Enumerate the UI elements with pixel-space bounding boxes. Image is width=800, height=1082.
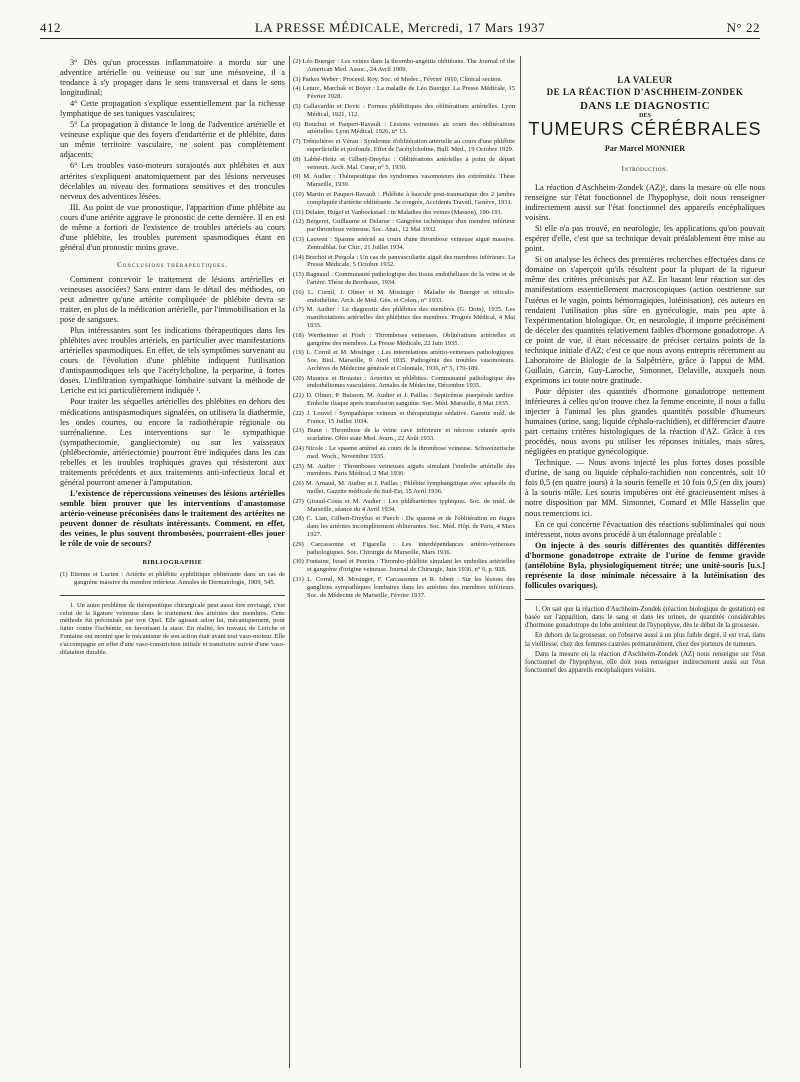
column-left bbox=[60, 58, 285, 1068]
body-paragraph: Si elle n'a pas trouvé, en neurologie, les applications qu'on pouvait espérer d'elle, c'est que sa technique devait préalablement être mise au point. bbox=[525, 224, 765, 254]
reference-item: (2) Léo Buerger : Les veines dans la thrombo-angéitis oblitérans. The Journal of the American Med. Assoc., 24 Avril 1909. bbox=[293, 58, 515, 73]
section-title: Conclusions thérapeutiques. bbox=[117, 260, 228, 269]
reference-item: (12) Bergeret, Guillaume et Delarue : Gangrène ischémique d'un membre inférieur par thrombose veineuse. Soc. Anat., 12 Mai 1932. bbox=[293, 218, 515, 234]
body-paragraph: On injecte à des souris différentes des quantités différentes d'hormone gonadotrope extraite de l'urine de femme gravide (antélobine Byla, physiologiquement titrée; une unité-souris [u.s.] représente la dose minimale nécessaire à la lutéinisation des follicules ovariques). bbox=[525, 540, 765, 590]
reference-item: (21) D. Olmer, P. Buisson, M. Audier et J. Paillas : Septicémie puerpérale tardive. Embolie iliaque après transfusion sanguine. Soc. Méd. Marseille, 8 Mai 1935. bbox=[293, 392, 515, 408]
body-paragraph: 5° La propagation à distance le long de l'adventice artérielle et veineuse explique que des foyers d'endartérite et de phlébite, dans un même territoire vasculaire, ne soient pas complètement adjacents; bbox=[60, 120, 285, 160]
reference-item: (18) Wertheimer et Frieh : Thromboses veineuses. Oblitérations artérielles et gangrène des membres. La Presse Médicale, 22 Juin 1935. bbox=[293, 331, 515, 347]
reference-item: (19) L. Cornil et M. Mosinger : Les interrelations artério-veineuses pathologiques. Soc. Biol. Marseille, 9 Avril 1935. Pathogénie des troubles vasomoteurs. Archives de Médecine générale et Coloniale, 1936, n° 5, 170-189. bbox=[293, 349, 515, 372]
body-paragraph: 3° Dès qu'un processus inflammatoire a mordu sur une adventice artérielle ou veineuse ou sur une mésoveine, il a tendance à s'y propager dans le sens transversal et dans le sens longitudinal; bbox=[60, 58, 285, 98]
footnote: 1. On sait que la réaction d'Aschheim-Zondek (réaction biologique de gestation) est basée sur l'apparition, dans le sang et dans les urines, de quantités considérables d'hormone gonadotrope du lobe antérieur de l'hypophyse, dès le début de la grossesse. bbox=[525, 605, 765, 630]
body-paragraph: Pour dépister des quantités d'hormone gonadotrope nettement inférieures à celles qu'on trouve chez la femme enceinte, il nous a fallu injecter à l'animal les plus grandes quantités possible d'humeurs humaines (urine, sang, liquide céphalo-rachidien), et différencier d'autre part certains critères histologiques de la réaction d'AZ. Grâce à ces procédés, nous avons pu utiliser les réponses initiales, mais sûres, négligées en pratique gynécologique. bbox=[525, 386, 765, 457]
reference-item: (11) Delater, Hugel et Vanbockstael : in Maladies des veines (Masson), 190-191. bbox=[293, 208, 503, 216]
body-paragraph: Pour traiter les séquelles artérielles des phlébites en dehors des médications antispasmodiques signalées, on utilisera la diathermie, les ondes courtes, ou encore la radiothérapie régionale ou surrénalienne. Les interventions sur le sympathique (sympathectomie, gangliectomie) ou sur les vaisseaux (phlébectomie, artériectomie) pourront être indiquées dans les cas rebelles et les troubles trophiques graves qui résisteront aux traitements précédents et aux traitements anti-infectieux local et général pourront amener à l'amputation. bbox=[60, 397, 285, 487]
body-paragraph: III. Au point de vue pronostique, l'apparition d'une phlébite au cours d'une artérite aggrave le pronostic de cette dernière. Il en est de même a fortiori de l'existence de troubles artériels au cours d'une phlébite, les troubles purement spasmodiques étant en général d'un pronostic moins grave. bbox=[60, 202, 285, 252]
column-middle bbox=[293, 58, 515, 1068]
reference-item: (7) Trémolières et Véran : Syndrome d'oblitération artérielle au cours d'une phlébite superficielle et profonde. Effet de l'acétylcholine. Bull. Méd., 19 Octobre 1929. bbox=[293, 138, 515, 153]
footnote-rule bbox=[525, 599, 765, 600]
article-title: TUMEURS CÉRÉBRALES bbox=[528, 119, 762, 139]
reference-item: (5) Gallavardin et Devic : Formes phlébitiques des oblitérations artérielles. Lyon Médical, 1921, 112. bbox=[293, 102, 515, 118]
body-paragraph: Si on analyse les échecs des premières recherches effectuées dans ce domaine on s'aperçoit qu'ils résultent pour la plupart de la rigueur même des critères préconisés par AZ. En basant leur réaction sur des manifestations essentiellement macroscopiques (action oestrienne sur l'utérus et le vagin, points hémorragiques, lutéinisation), ces auteurs en rendaient l'utilisation plus sûre en gynécologie, mais peu apte à l'expérimentation biologique. Or, en neurologie, il importe précisément de déceler des quantités relativement faibles d'hormone gonadotrope. A ce point de vue, il était nécessaire de préciser certains points de la technique initiale d'AZ; c'est ce que nous avons entrepris récemment au Laboratoire de Biologie de la Salpêtrière, grâce à l'appui de MM. Guillain, Garcin, Guy-Laroche, Simonnet, Delaville, auxquels nous exprimons ici toute notre gratitude. bbox=[525, 255, 765, 385]
reference-item: (16) L. Cornil, J. Olmer et M. Mosinger : Maladie de Buerger et réticulo-endothéliite. Arch. de Méd. Gén. et Colon., n° 1933. bbox=[293, 288, 515, 304]
body-paragraph: Comment concevoir le traitement de lésions artérielles et veineuses associées? Sans entrer dans le détail des méthodes, on peut admettre qu'une artérite compliquée de phlébite devra se traiter, en plus de la médication artérielle, par l'immobilisation et la pose de sangsues. bbox=[60, 274, 285, 325]
reference-item: (23) Bunn : Thrombose de la veine cave inférieure et nécrose cutanée après scarlatine. Ohio state Med. Journ., 22 Août 1933. bbox=[293, 427, 515, 443]
reference-item: (20) Maurice et Brouster : Artérites et phlébites. Communauté pathologique des endothéliomes vasculaires. Annales de Médecine, Décembre 1935. bbox=[293, 374, 515, 390]
bibliography-title: BIBLIOGRAPHIE bbox=[142, 559, 203, 567]
body-paragraph: L'existence de répercussions veineuses des lésions artérielles semble bien prouver que les interventions d'anastomose artério-veineuse préconisées dans le traitement des artérites ne peuvent donner de résultats intéressants. Comment, en effet, des veines, le plus souvent thrombosées, pourraient-elles jouer le rôle de voie de secours? bbox=[60, 488, 285, 549]
reference-item: (26) M. Arnaud, M. Audier et J. Paillas : Phlébite lymphangitique avec sphacèle du mollet. Gazette médicale du Sud-Est, 15 Avril 1936. bbox=[293, 480, 515, 496]
reference-item: (27) Giraud-Costa et M. Audier : Les phlébartérites typhiques. Soc. de méd. de Marseille, séance du 4 Avril 1934. bbox=[293, 497, 515, 513]
body-paragraph: 6° Les troubles vaso-moteurs surajoutés aux phlébites et aux artérites s'expliquent anatomiquement par des lésions nerveuses décelables au niveau des formations sensitives et des troncules nerveux des adventices lésées. bbox=[60, 161, 285, 201]
column-rule bbox=[289, 56, 290, 1068]
body-paragraph: En ce qui concerne l'évacuation des réactions subliminales qui nous intéressent, nous avons procédé à un étalonnage préalable : bbox=[525, 519, 765, 539]
article-kicker: LA VALEUR DE LA RÉACTION D'ASCHHEIM-ZONDEK bbox=[546, 75, 744, 97]
footnote: En dehors de la grossesse, on l'observe aussi à un plus faible degré, il est vrai, dans la vieillesse, chez des femmes castrées prématurément, chez des porteurs de tumeurs. bbox=[525, 632, 765, 648]
reference-item: (9) M. Audier : Thérapeutique des syndromes vasomoteurs des extrémités. Thèse Marseille, 1930. bbox=[293, 173, 515, 189]
column-right bbox=[525, 58, 765, 1068]
footnote: 1. Un autre problème de thérapeutique chirurgicale peut aussi être envisagé, c'est celui de la ligature veineuse dans le traitement des artérites des membres. Cette méthode fut préconisée par von Opel. Elle agissait selon lui, mécaniquement, pour lutter contre l'ischémie, en favorisant la stase. En réalité, les travaux de Leriche et Fontaine ont montré que le mécanisme de son action était avant tout vaso-moteur. Elle s'accompagne en effet d'une vaso-constriction initiale et transitoire suivie d'une vaso-dilatation durable. bbox=[60, 601, 285, 656]
issue-number: N° 22 bbox=[726, 20, 760, 35]
reference-item: (29) Carcassonne et Figarella : Les interdépendances artério-veineuses pathologiques. Soc. Chirurgie de Marseille, Mars 1936. bbox=[293, 540, 515, 556]
reference-item: (13) Lauwen : Spasme artériel au cours d'une thrombose veineuse aiguë massive. Zentralblat. fur Chir., 21 Juillet 1934. bbox=[293, 235, 515, 251]
column-rule bbox=[520, 56, 521, 1068]
journal-title: LA PRESSE MÉDICALE, Mercredi, 17 Mars 1937 bbox=[254, 20, 546, 35]
reference-item: (14) Brechot et Pergola : Un cas de panvascularite aiguë des membres inférieurs. La Presse Médicale, 5 Octobre 1932. bbox=[293, 253, 515, 269]
body-paragraph: La réaction d'Aschheim-Zondek (AZ)¹, dans la mesure où elle nous renseigne sur l'état fonctionnel de l'hypophyse, doit nous renseigner indirectement aussi sur l'état fonctionnel des appareils encéphaliques voisins. bbox=[525, 183, 765, 223]
article-byline: Par Marcel MONNIER bbox=[604, 144, 686, 153]
footnote-rule bbox=[60, 595, 285, 596]
intro-heading: Introduction. bbox=[621, 165, 669, 173]
reference-item: (30) Fontaine, Israel et Pereira : Thrombo-phlébite simulant les embolies artérielles et gangrène d'origine veineuse. Journal de Chirurgie, Juin 1936, n° 6, p. 928. bbox=[293, 558, 515, 574]
reference-item: (3) Parkes Weber : Proceed. Roy. Soc. of Medec., Février 1910, Clinical section. bbox=[293, 75, 503, 83]
page-header bbox=[40, 18, 760, 39]
body-paragraph: 4° Cette propagation s'explique essentiellement par la richesse lymphatique de ses tuniques vasculaires; bbox=[60, 99, 285, 119]
reference-item: (1) Etienne et Lucien : Artérite et phlébite syphilitique oblitérante dans un cas de gangrène massive du membre inférieur. Annales de Dermatologie, 1909, 545. bbox=[60, 571, 285, 586]
page-number: 412 bbox=[40, 20, 61, 35]
reference-item: (25) M. Audier : Thromboses veineuses aiguës simulant l'embolie artérielle des membres. Paris Médical, 2 Mai 1936. bbox=[293, 462, 515, 478]
reference-item: (10) Martin et Paupert-Ravault : Phlébite à bascule post-traumatique des 2 jambes compliquée d'artérite oblitérante. 3e congrès, Accidents Travail, Genève, 1931. bbox=[293, 190, 515, 206]
body-paragraph: Technique. — Nous avons injecté les plus fortes doses possible d'urine, de sang ou liquide céphalo-rachidien non concentrés, soit 10 fois 0,5 (en quatre jours) à la souris femelle et 10 fois 0,5 (en dix jours) à la souris mâle. Les souris impubères ont été gracieusement mises à notre disposition par MM. Simonnet, Comard et Mlle Hasselin que nous remercions ici. bbox=[525, 458, 765, 518]
reference-item: (28) C. Lian, Gilbert-Dreyfus et Puech : Du spasme et de l'oblitération en étages dans les artérites incomplètement oblitérantes. Soc. Méd. Hôp. de Paris, 4 Mars 1927. bbox=[293, 515, 515, 539]
reference-item: (22) J. Louvel : Sympathique veineux et thérapeutique sédative. Gazette méd. de France, 15 Juillet 1934. bbox=[293, 409, 515, 425]
reference-item: (24) Nicole : Le spasme artériel au cours de la thrombose veineuse. Schweizerische med. Woch., Novembre 1935. bbox=[293, 445, 515, 460]
reference-item: (15) Ragnaud : Communauté pathologique des tissus endothéliaux de la veine et de l'artère. Thèse de Bordeaux, 1934. bbox=[293, 271, 515, 286]
reference-item: (8) Labbé-Heitz et Gilbert-Dreyfus : Oblitérations artérielles à point de départ veineux. Arch. Mal. Cœur, n° 5, 1930. bbox=[293, 155, 515, 171]
reference-item: (31) L. Cornil, M. Mosinger, F. Carcassonne et R. Isbert : Sur les lésions des ganglions sympathiques lombaires dans les artérites des membres inférieurs. Soc. de Médecine de Marseille, Février 1937. bbox=[293, 576, 515, 599]
reference-item: (6) Bouchut et Paupert-Ravault : Lésions veineuses au cours des oblitérations artérielles. Lyon Médical, 1926, n° 13. bbox=[293, 120, 515, 136]
footnote: Dans la mesure où la réaction d'Aschheim-Zondek (AZ) nous renseigne sur l'état fonctionnel de l'hypophyse, elle doit nous renseigner indirectement aussi sur l'état fonctionnel des appareils encéphaliques voisins. bbox=[525, 650, 765, 675]
body-paragraph: Plus intéressantes sont les indications thérapeutiques dans les phlébites avec troubles artériels, en particulier avec manifestations artérielles spasmodiques. En effet, de tels symptômes survenant au cours de l'évolution d'une phlébite indiquent l'utilisation d'antispasmodiques tels que l'acétylcholine, la perparine, à fortes doses. L'infiltration sympathique lombaire suivant la méthode de Leriche est ici particulièrement indiquée ¹. bbox=[60, 326, 285, 396]
article-des: DES bbox=[639, 113, 651, 119]
reference-item: (4) Leturc, Marchak et Boyer : La maladie de Léo Buerger. La Presse Médicale, 15 Février 1928. bbox=[293, 85, 515, 101]
reference-item: (17) M. Audier : Le diagnostic des phlébites des membres (G. Doin), 1935. Les manifestations artérielles des phlébites des membres. Progrès Médical, 4 Mai 1935. bbox=[293, 306, 515, 329]
article-kicker-2: DANS LE DIAGNOSTIC bbox=[579, 100, 711, 112]
